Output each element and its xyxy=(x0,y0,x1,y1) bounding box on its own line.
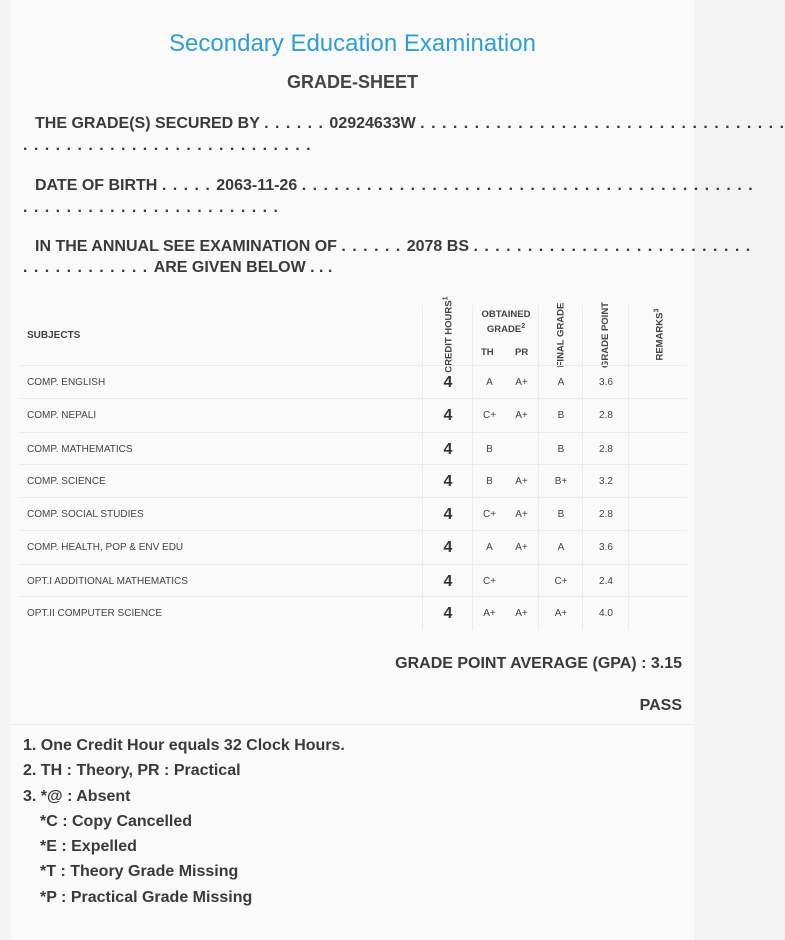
footnote-item: *T : Theory Grade Missing xyxy=(40,863,239,881)
table-row xyxy=(19,497,687,531)
final-grade-cell: B xyxy=(557,410,565,421)
exam-label: IN THE ANNUAL SEE EXAMINATION OF xyxy=(35,238,337,255)
credit-cell: 4 xyxy=(443,538,453,556)
dob-value: 2063-11-26 xyxy=(216,177,298,194)
pr-grade-cell: A+ xyxy=(515,410,528,421)
th-grade-cell: C+ xyxy=(482,410,497,421)
secured-by-label: THE GRADE(S) SECURED BY xyxy=(35,115,260,132)
footnote-item: *C : Copy Cancelled xyxy=(40,812,193,830)
table-row xyxy=(19,365,687,399)
credit-cell: 4 xyxy=(443,373,453,391)
table-row xyxy=(19,464,687,498)
header-pr: PR xyxy=(515,347,529,358)
footnote-item: 3. *@ : Absent xyxy=(23,787,131,805)
th-grade-cell: C+ xyxy=(482,576,497,587)
table-row xyxy=(19,530,687,564)
credit-cell: 4 xyxy=(443,406,453,424)
grade-point-cell: 2.4 xyxy=(599,576,613,587)
result-status: PASS xyxy=(639,697,682,714)
final-grade-cell: B xyxy=(557,509,565,520)
table-row xyxy=(19,398,687,432)
secured-by-line: THE GRADE(S) SECURED BY . . . . . . 02924633W . . . . . . . . . . . . . . . . . . . . . . . . . . . . . . . . . . xyxy=(23,113,685,135)
final-grade-cell: B+ xyxy=(554,476,568,487)
pr-grade-cell: A+ xyxy=(515,509,528,520)
subject-cell: COMP. ENGLISH xyxy=(27,377,106,388)
grade-point-cell: 3.6 xyxy=(599,377,613,388)
exam-year: 2078 BS xyxy=(406,238,469,255)
subject-cell: OPT.I ADDITIONAL MATHEMATICS xyxy=(27,576,188,587)
grade-point-cell: 2.8 xyxy=(599,509,613,520)
th-grade-cell: B xyxy=(486,476,493,487)
given-below-text: ARE GIVEN BELOW . . . xyxy=(153,259,333,276)
footnote-item: 2. TH : Theory, PR : Practical xyxy=(23,762,241,780)
dob-label: DATE OF BIRTH xyxy=(35,177,158,194)
credit-cell: 4 xyxy=(443,440,453,458)
pr-grade-cell: A+ xyxy=(515,476,528,487)
header-credit-hours: CREDIT HOURS$^1$ xyxy=(442,296,455,374)
pr-grade-cell: A+ xyxy=(515,608,528,619)
table-row xyxy=(19,596,687,630)
credit-cell: 4 xyxy=(443,505,453,523)
table-row xyxy=(19,564,687,598)
th-grade-cell: C+ xyxy=(482,509,497,520)
subject-cell: COMP. MATHEMATICS xyxy=(27,444,133,455)
header-grade-point: GRADE POINT xyxy=(600,302,612,368)
final-grade-cell: A+ xyxy=(554,608,568,619)
subject-cell: OPT.II COMPUTER SCIENCE xyxy=(27,608,163,619)
th-grade-cell: A xyxy=(486,542,493,553)
header-th: TH xyxy=(481,347,494,358)
subject-cell: COMP. SCIENCE xyxy=(27,476,106,487)
grade-sheet: Secondary Education Examination GRADE-SHEET THE GRADE(S) SECURED BY . . . . . . 02924633W . . . . . . . . . . . . . . . . . . . . . . . . . . . . . . . . . . . . . . . . . . . . . . . . . . . . . . . . . . . . . DATE OF BIRTH . . . . . 2063-11-26 . . . . . . . . . . . . . . . . . . . . . . . . . . . . . . . . . . . . . . . . . . . . . . . . . . . . . . . . . . . . . . . . . . IN THE ANNUAL SEE EXAMINATION OF . . . . . . 2078 BS . . . . . . . . . . . . . . . . . . . . . . . . . . . . . . . . . . . . . . ARE GIVEN BELOW . . . SUBJECTS CREDIT HOURS$^1$ OBTAINED GRADE$^2$ TH PR FINAL GRADE GRADE POINT REMARKS$^3$ COMP. ENGLISH 4 A A+ A 3.6 COMP. NEPALI 4 C+ A+ B 2.8 COMP. MATHEMATICS 4 B B 2.8 COMP. SCIENCE 4 B A+ B+ 3.2 COMP. SOCIAL STUDIES 4 C+ A+ B 2.8 COMP. HEALTH, POP & ENV EDU 4 A A+ A 3.6 OPT.I ADDITIONAL MATHEMATICS 4 C+ C+ 2.4 OPT.II COMPUTER SCIENCE 4 A+ A+ A+ 4.0 GRADE POINT AVERAGE (GPA) : 3.15 PASS 1. One Credit Hour equals 32 Clock Hours. 2. TH : Theory, PR : Practical 3. *@ : Absent *C : Copy Cancelled *E : Expelled *T : Theory Grade Missing *P : Practical Grade Missing xyxy=(11,0,694,940)
footnote-item: *E : Expelled xyxy=(40,838,137,856)
gpa-summary: GRADE POINT AVERAGE (GPA) : 3.15 xyxy=(395,655,682,672)
header-subjects: SUBJECTS xyxy=(27,329,81,341)
sheet-subtitle: GRADE-SHEET xyxy=(286,72,418,92)
credit-cell: 4 xyxy=(443,472,453,490)
th-grade-cell: A+ xyxy=(483,608,496,619)
grade-point-cell: 2.8 xyxy=(599,410,613,421)
subject-cell: COMP. HEALTH, POP & ENV EDU xyxy=(27,542,184,553)
pr-grade-cell: A+ xyxy=(515,377,528,388)
footnote-item: *P : Practical Grade Missing xyxy=(40,888,253,906)
credit-cell: 4 xyxy=(443,604,453,622)
exam-line: IN THE ANNUAL SEE EXAMINATION OF . . . . . . 2078 BS . . . . . . . . . . . . . . . . . . . . . . . . . . xyxy=(23,236,685,258)
grade-point-cell: 3.2 xyxy=(599,476,613,487)
th-grade-cell: A xyxy=(486,377,493,388)
dob-line: DATE OF BIRTH . . . . . 2063-11-26 . . . . . . . . . . . . . . . . . . . . . . . . . . . . . . . . . . . . . . . . . . xyxy=(23,175,685,197)
th-grade-cell: B xyxy=(486,444,493,455)
pr-grade-cell: A+ xyxy=(515,542,528,553)
final-grade-cell: A xyxy=(557,542,565,553)
table-row xyxy=(19,432,687,466)
final-grade-cell: B xyxy=(557,444,565,455)
symbol-number: 02924633W xyxy=(329,115,416,132)
header-remarks: REMARKS$^3$ xyxy=(652,309,666,361)
subject-cell: COMP. SOCIAL STUDIES xyxy=(27,509,144,520)
grade-point-cell: 3.6 xyxy=(599,542,613,553)
divider xyxy=(11,724,694,725)
grade-point-cell: 2.8 xyxy=(599,444,613,455)
exam-title: Secondary Education Examination xyxy=(169,30,536,57)
footnotes xyxy=(23,733,345,910)
table-header xyxy=(19,296,687,374)
credit-cell: 4 xyxy=(443,572,453,590)
final-grade-cell: C+ xyxy=(554,576,568,587)
grade-point-cell: 4.0 xyxy=(599,608,613,619)
footnote-item: 1. One Credit Hour equals 32 Clock Hours. xyxy=(23,737,345,754)
final-grade-cell: A xyxy=(557,377,565,388)
header-final-grade: FINAL GRADE xyxy=(555,302,566,368)
header-obtained-grade: OBTAINED GRADE$^2$ xyxy=(481,309,531,336)
subject-cell: COMP. NEPALI xyxy=(27,410,97,421)
